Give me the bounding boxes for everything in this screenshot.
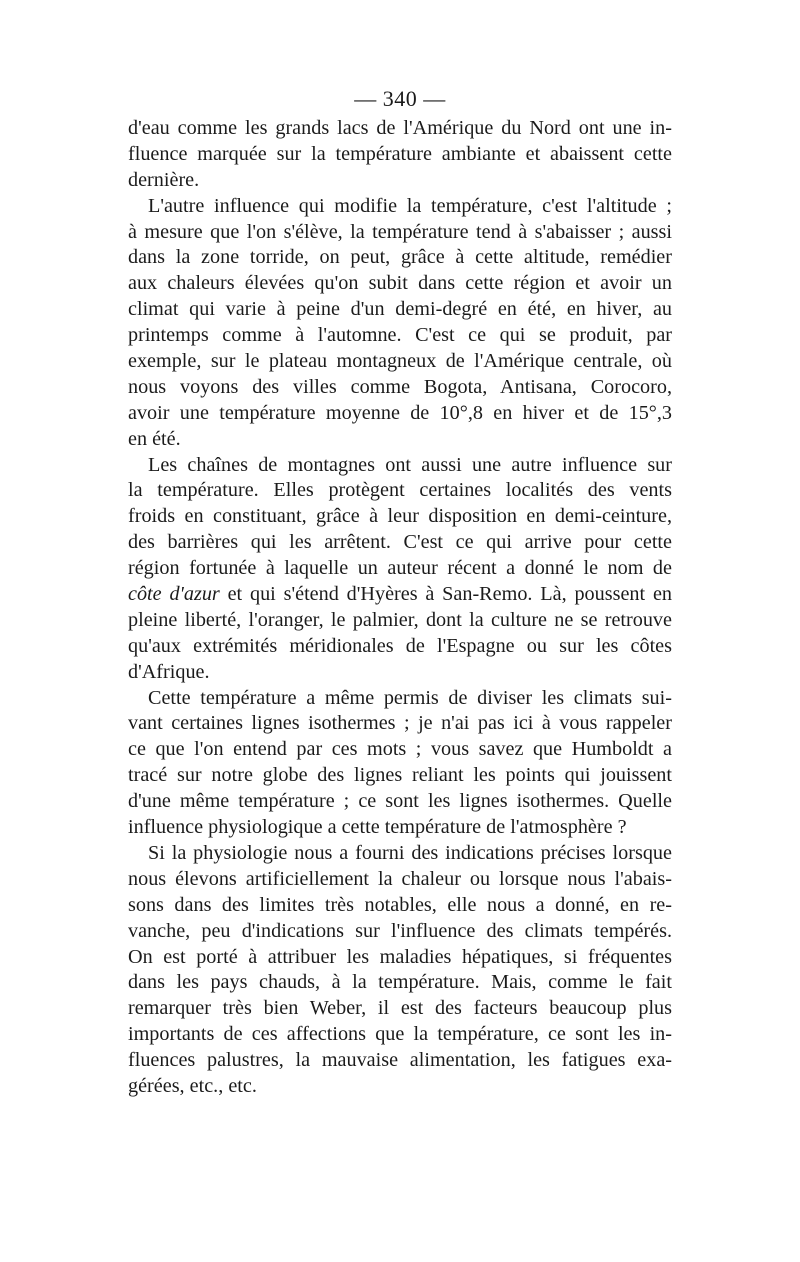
- text-line: des barrières qui les arrêtent. C'est ce qui arrive pour cette: [128, 531, 672, 554]
- paragraph-2: [128, 194, 672, 453]
- text-line: qu'aux extrémités méridionales de l'Espagne ou sur les côtes: [128, 634, 672, 657]
- text-line: à mesure que l'on s'élève, la température tend à s'abaisser ; aussi: [128, 220, 672, 243]
- text-line: nous voyons des villes comme Bogota, Antisana, Corocoro,: [128, 375, 672, 398]
- text-line: climat qui varie à peine d'un demi-degré en été, en hiver, au: [128, 298, 672, 321]
- text-line: fluence marquée sur la température ambiante et abaissent cette: [128, 142, 672, 165]
- text-line: vant certaines lignes isothermes ; je n'ai pas ici à vous rappeler: [128, 712, 672, 735]
- text-line: la température. Elles protègent certaines localités des vents: [128, 479, 672, 502]
- paragraph-5: [128, 841, 672, 1100]
- text-line: ce que l'on entend par ces mots ; vous savez que Humboldt a: [128, 738, 672, 761]
- text-line: Si la physiologie nous a fourni des indications précises lorsque: [148, 841, 672, 864]
- page-number: — 340 —: [354, 86, 446, 111]
- text-line: sons dans des limites très notables, elle nous a donné, en re-: [128, 893, 672, 916]
- text-line: froids en constituant, grâce à leur disposition en demi-ceinture,: [128, 505, 672, 528]
- text-line: dans la zone torride, on peut, grâce à cette altitude, remédier: [128, 246, 672, 269]
- italic-phrase: côte d'azur: [128, 583, 220, 606]
- text-line: printemps comme à l'automne. C'est ce qui se produit, par: [128, 324, 672, 347]
- text-line: Cette température a même permis de diviser les climats sui-: [148, 686, 672, 709]
- paragraph-3: [128, 453, 672, 686]
- text-line: d'eau comme les grands lacs de l'Amérique du Nord ont une in-: [128, 117, 672, 139]
- paragraph-4: [128, 686, 672, 841]
- body-text: [128, 116, 672, 1100]
- text-line: d'une même température ; ce sont les lignes isothermes. Quelle: [128, 790, 672, 813]
- text-line: aux chaleurs élevées qu'on subit dans cette région et avoir un: [128, 272, 672, 295]
- text-line: d'Afrique.: [128, 660, 210, 683]
- text-line: région fortunée à laquelle un auteur récent a donné le nom de: [128, 557, 672, 580]
- text-line-with-italic: [128, 582, 672, 608]
- text-line: On est porté à attribuer les maladies hépatiques, si fréquentes: [128, 945, 672, 968]
- text-line: exemple, sur le plateau montagneux de l'Amérique centrale, où: [128, 350, 672, 373]
- text-line: nous élevons artificiellement la chaleur ou lorsque nous l'abais-: [128, 867, 672, 890]
- text-line: dernière.: [128, 168, 200, 191]
- text-line: L'autre influence qui modifie la température, c'est l'altitude ;: [148, 194, 672, 217]
- text-fragment: et qui s'étend d'Hyères à San-Remo. Là, poussent en: [219, 583, 672, 606]
- text-line: vanche, peu d'indications sur l'influence des climats tempérés.: [128, 919, 672, 942]
- text-line: dans les pays chauds, à la température. Mais, comme le fait: [128, 971, 672, 994]
- text-line: fluences palustres, la mauvaise alimentation, les fatigues exa-: [128, 1049, 672, 1072]
- text-line: pleine liberté, l'oranger, le palmier, dont la culture ne se retrouve: [128, 608, 672, 631]
- paragraph-1: [128, 116, 672, 194]
- text-line: gérées, etc., etc.: [128, 1074, 257, 1097]
- text-line: Les chaînes de montagnes ont aussi une autre influence sur: [148, 453, 672, 476]
- text-line: remarquer très bien Weber, il est des facteurs beaucoup plus: [128, 997, 672, 1020]
- text-line: en été.: [128, 427, 181, 450]
- text-line: influence physiologique a cette température de l'atmosphère ?: [128, 816, 627, 839]
- text-line: importants de ces affections que la température, ce sont les in-: [128, 1023, 672, 1046]
- text-line: tracé sur notre globe des lignes reliant les points qui jouissent: [128, 764, 672, 787]
- text-line: avoir une température moyenne de 10°,8 en hiver et de 15°,3: [128, 401, 672, 424]
